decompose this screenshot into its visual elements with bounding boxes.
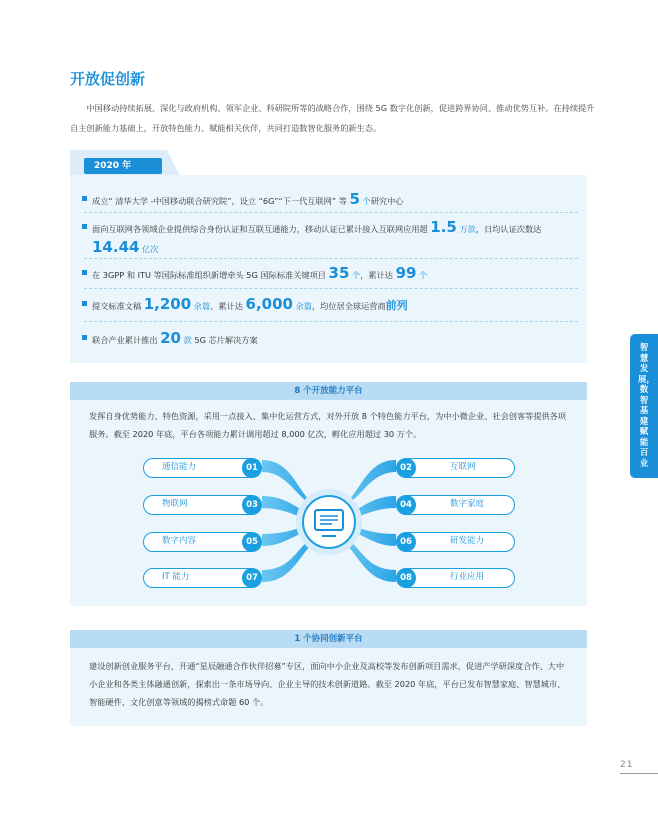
capability-rnd: 06 研发能力 [397, 532, 515, 552]
highlight-item: 在 3GPP 和 ITU 等国际标准组织新增牵头 5G 国际标准关键项目 35 个，累计达 99 个 [92, 264, 578, 284]
year-badge: 2020 年 [84, 158, 162, 174]
divider [84, 212, 578, 213]
capability-number-badge: 04 [396, 495, 416, 515]
hub-circle [303, 496, 355, 548]
page-title: 开放促创新 [70, 70, 146, 88]
capability-number-badge: 06 [396, 532, 416, 552]
capability-iot: 物联网 03 [143, 495, 261, 515]
highlight-item: 提交标准文稿 1,200 余篇、累计达 6,000 余篇，均位居全球运营商前列 [92, 295, 578, 315]
capability-internet: 02 互联网 [397, 458, 515, 478]
divider [84, 288, 578, 289]
platform-heading: 8 个开放能力平台 [70, 382, 587, 400]
highlight-item: 成立“ 清华大学 -中国移动联合研究院”，设立 “6G”“下一代互联网” 等 5 个研究中心 [92, 190, 578, 210]
intro-paragraph: 中国移动持续拓展、深化与政府机构、领军企业、科研院所等的战略合作，围绕 5G 数字化创新，促进跨界协同、推动优势互补。在持续提升自主创新能力基础上，开放特色能力、赋能相关伙伴，共同打造数智化服务的新生态。 [70, 103, 595, 133]
capability-number-badge: 08 [396, 568, 416, 588]
divider [84, 258, 578, 259]
capability-number-badge: 07 [242, 568, 262, 588]
chapter-side-label: 智慧发展，数智基建赋能百业 [638, 342, 655, 468]
collab-heading: 1 个协同创新平台 [70, 630, 587, 648]
capability-number-badge: 03 [242, 495, 262, 515]
capability-number-badge: 05 [242, 532, 262, 552]
highlight-item: 联合产业累计推出 20 款 5G 芯片解决方案 [92, 329, 578, 349]
bullet-square-icon [82, 335, 87, 340]
capability-it: IT 能力 07 [143, 568, 261, 588]
page-number-rule [620, 773, 658, 774]
bullet-square-icon [82, 196, 87, 201]
capability-industry-apps: 08 行业应用 [397, 568, 515, 588]
page-number: 21 [620, 760, 634, 770]
capability-communication: 通信能力 01 [143, 458, 261, 478]
bullet-square-icon [82, 224, 87, 229]
divider [84, 321, 578, 322]
hub-diagram [262, 452, 396, 592]
capability-number-badge: 02 [396, 458, 416, 478]
bullet-square-icon [82, 301, 87, 306]
platform-description: 发挥自身优势能力、特色资源，采用一点接入、集中化运营方式，对外开放 8 个特色能力平台，为中小微企业、社会创客等提供各项服务。截至 2020 年底，平台各项能力累计调用超过 8,000 亿次，孵化应用超过 30 万个。 [89, 411, 567, 439]
capability-digital-home: 04 数字家庭 [397, 495, 515, 515]
highlight-item: 面向互联网各领域企业提供综合身份认证和互联互通能力，移动认证已累计接入互联网应用超 1.5 万款，日均认证次数达 14.44 亿次 [92, 218, 578, 258]
capability-digital-content: 数字内容 05 [143, 532, 261, 552]
bullet-square-icon [82, 270, 87, 275]
capability-number-badge: 01 [242, 458, 262, 478]
collab-description: 建设创新创业服务平台，开通“星辰融通合作伙伴招募”专区，面向中小企业及高校等发布创新项目需求，促进产学研深度合作、大中小企业和各类主体融通创新，探索出一条市场导向、企业主导的技术创新道路。截至 2020 年底，平台已发布智慧家庭、智慧城市、智能硬件、文化创意等领域的揭榜式命题 60 个。 [89, 661, 566, 707]
